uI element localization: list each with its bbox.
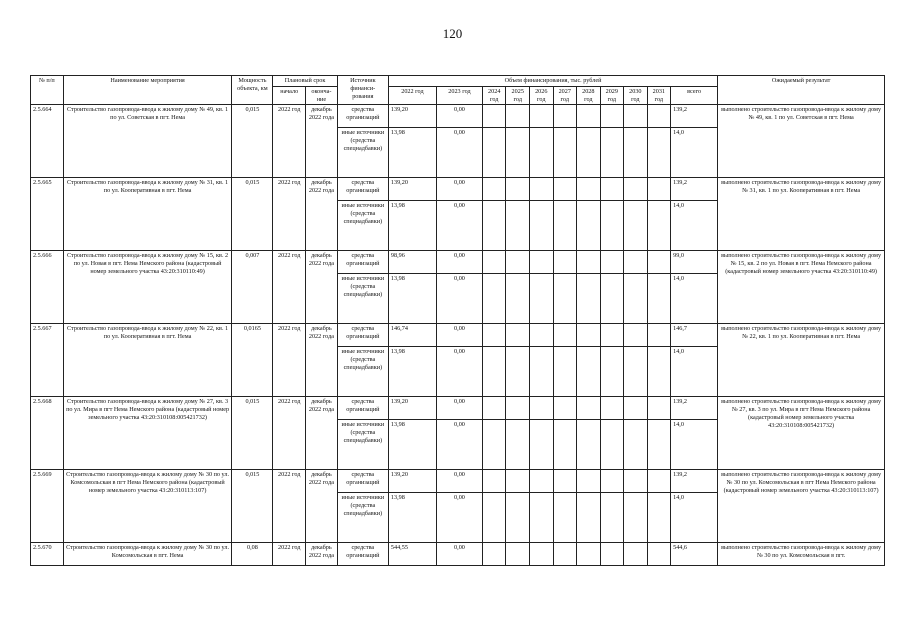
cell-power: 0,015 xyxy=(232,397,273,470)
cell-2028 xyxy=(577,201,601,251)
cell-num: 2.5.667 xyxy=(31,324,64,397)
header-year-2031: 2031 год xyxy=(647,86,671,105)
cell-2031 xyxy=(647,274,671,324)
cell-name: Строительство газопровода-ввода к жилому дому № 30 по ул. Комсомольская в пгт. Нема xyxy=(63,543,232,566)
header-name: Наименование мероприятия xyxy=(63,76,232,105)
cell-2027 xyxy=(553,178,577,201)
cell-2025 xyxy=(506,470,530,493)
cell-2025 xyxy=(506,420,530,470)
cell-2030 xyxy=(624,397,648,420)
cell-2029 xyxy=(600,178,624,201)
cell-source: средства организаций xyxy=(337,105,388,128)
cell-total: 139,2 xyxy=(671,178,718,201)
cell-2027 xyxy=(553,324,577,347)
cell-2028 xyxy=(577,470,601,493)
header-year-2026: 2026 год xyxy=(530,86,554,105)
cell-2029 xyxy=(600,251,624,274)
cell-name: Строительство газопровода-ввода к жилому дому № 31, кв. 1 по ул. Кооперативная в пгт. Нема xyxy=(63,178,232,251)
table-row xyxy=(31,251,885,274)
cell-2031 xyxy=(647,128,671,178)
cell-name: Строительство газопровода-ввода к жилому дому № 22, кв. 1 по ул. Кооперативная в пгт. Нема xyxy=(63,324,232,397)
header-num: № п/п xyxy=(31,76,64,105)
cell-2022: 13,98 xyxy=(388,201,436,251)
cell-2026 xyxy=(530,274,554,324)
cell-source: иные источники (средства спецнадбавки) xyxy=(337,274,388,324)
header-year-2030: 2030 год xyxy=(624,86,648,105)
cell-2024 xyxy=(482,178,506,201)
cell-start: 2022 год xyxy=(273,543,306,566)
cell-2028 xyxy=(577,543,601,566)
cell-2026 xyxy=(530,251,554,274)
header-funding: Объем финансирования, тыс. рублей xyxy=(388,76,717,87)
cell-start: 2022 год xyxy=(273,251,306,324)
cell-2026 xyxy=(530,128,554,178)
cell-start: 2022 год xyxy=(273,397,306,470)
cell-source: средства организаций xyxy=(337,178,388,201)
cell-start: 2022 год xyxy=(273,470,306,543)
cell-2031 xyxy=(647,470,671,493)
table-row xyxy=(31,543,885,566)
cell-2030 xyxy=(624,493,648,543)
cell-2022: 139,20 xyxy=(388,105,436,128)
header-power: Мощность объекта, км xyxy=(232,76,273,105)
cell-2023: 0,00 xyxy=(436,324,482,347)
cell-2024 xyxy=(482,543,506,566)
cell-total: 14,0 xyxy=(671,420,718,470)
cell-total: 139,2 xyxy=(671,105,718,128)
table-row xyxy=(31,178,885,201)
cell-2030 xyxy=(624,178,648,201)
cell-power: 0,015 xyxy=(232,470,273,543)
header-source: Источник финанси- рования xyxy=(337,76,388,105)
cell-total: 139,2 xyxy=(671,397,718,420)
cell-source: иные источники (средства спецнадбавки) xyxy=(337,128,388,178)
cell-2025 xyxy=(506,251,530,274)
table-row xyxy=(31,324,885,347)
cell-2030 xyxy=(624,128,648,178)
cell-2029 xyxy=(600,105,624,128)
cell-end: декабрь 2022 года xyxy=(306,251,338,324)
cell-2025 xyxy=(506,201,530,251)
cell-2023: 0,00 xyxy=(436,493,482,543)
header-year-2029: 2029 год xyxy=(600,86,624,105)
header-result: Ожидаемый результат xyxy=(718,76,885,105)
header-term: Плановый срок xyxy=(273,76,337,87)
cell-total: 14,0 xyxy=(671,493,718,543)
cell-total: 544,6 xyxy=(671,543,718,566)
cell-2027 xyxy=(553,543,577,566)
cell-power: 0,007 xyxy=(232,251,273,324)
cell-2027 xyxy=(553,128,577,178)
cell-2024 xyxy=(482,397,506,420)
cell-2023: 0,00 xyxy=(436,251,482,274)
cell-name: Строительство газопровода-ввода к жилому дому № 15, кв. 2 по ул. Новая в пгт. Нема Немского района (кадастровый номер земельного участка 43:20:310110:49) xyxy=(63,251,232,324)
cell-num: 2.5.665 xyxy=(31,178,64,251)
cell-2028 xyxy=(577,397,601,420)
cell-2027 xyxy=(553,347,577,397)
cell-2028 xyxy=(577,493,601,543)
cell-2030 xyxy=(624,274,648,324)
cell-2022: 13,98 xyxy=(388,128,436,178)
cell-start: 2022 год xyxy=(273,105,306,178)
cell-total: 14,0 xyxy=(671,201,718,251)
cell-2022: 139,20 xyxy=(388,397,436,420)
funding-table xyxy=(30,75,885,566)
cell-source: иные источники (средства спецнадбавки) xyxy=(337,347,388,397)
cell-power: 0,08 xyxy=(232,543,273,566)
cell-2029 xyxy=(600,420,624,470)
cell-2025 xyxy=(506,324,530,347)
cell-2026 xyxy=(530,397,554,420)
cell-2028 xyxy=(577,347,601,397)
cell-2030 xyxy=(624,251,648,274)
cell-2023: 0,00 xyxy=(436,178,482,201)
cell-2023: 0,00 xyxy=(436,347,482,397)
cell-2027 xyxy=(553,274,577,324)
cell-end: декабрь 2022 года xyxy=(306,178,338,251)
cell-2023: 0,00 xyxy=(436,420,482,470)
cell-2026 xyxy=(530,470,554,493)
cell-2026 xyxy=(530,105,554,128)
cell-total: 146,7 xyxy=(671,324,718,347)
cell-2023: 0,00 xyxy=(436,201,482,251)
cell-2023: 0,00 xyxy=(436,543,482,566)
cell-2031 xyxy=(647,420,671,470)
cell-2022: 13,98 xyxy=(388,493,436,543)
cell-2024 xyxy=(482,274,506,324)
cell-power: 0,015 xyxy=(232,178,273,251)
cell-2027 xyxy=(553,493,577,543)
cell-2031 xyxy=(647,397,671,420)
cell-start: 2022 год xyxy=(273,324,306,397)
table-row xyxy=(31,397,885,420)
cell-2029 xyxy=(600,543,624,566)
cell-2024 xyxy=(482,420,506,470)
cell-2029 xyxy=(600,347,624,397)
cell-2030 xyxy=(624,347,648,397)
cell-2024 xyxy=(482,347,506,397)
cell-2027 xyxy=(553,397,577,420)
cell-2024 xyxy=(482,128,506,178)
cell-num: 2.5.664 xyxy=(31,105,64,178)
cell-2029 xyxy=(600,324,624,347)
header-term-end: оконча- ние xyxy=(306,86,338,105)
cell-2030 xyxy=(624,324,648,347)
cell-2026 xyxy=(530,324,554,347)
cell-2022: 13,98 xyxy=(388,420,436,470)
header-year-2025: 2025 год xyxy=(506,86,530,105)
cell-num: 2.5.666 xyxy=(31,251,64,324)
cell-power: 0,015 xyxy=(232,105,273,178)
cell-2027 xyxy=(553,105,577,128)
cell-2028 xyxy=(577,178,601,201)
cell-2025 xyxy=(506,178,530,201)
header-term-start: начало xyxy=(273,86,306,105)
cell-2023: 0,00 xyxy=(436,470,482,493)
cell-2029 xyxy=(600,493,624,543)
cell-2025 xyxy=(506,105,530,128)
cell-2022: 544,55 xyxy=(388,543,436,566)
header-year-2023: 2023 год xyxy=(436,86,482,105)
cell-name: Строительство газопровода-ввода к жилому дому № 30 по ул. Комсомольская в пгт Нема Немского района (кадастровый номер земельного участка 43:20:310113:107) xyxy=(63,470,232,543)
cell-2023: 0,00 xyxy=(436,274,482,324)
cell-result: выполнено строительство газопровода-ввода к жилому дому № 49, кв. 1 по ул. Советская в пгт. Нема xyxy=(718,105,885,178)
cell-2022: 98,96 xyxy=(388,251,436,274)
cell-end: декабрь 2022 года xyxy=(306,324,338,397)
cell-2028 xyxy=(577,105,601,128)
cell-source: средства организаций xyxy=(337,470,388,493)
cell-2025 xyxy=(506,128,530,178)
cell-2028 xyxy=(577,251,601,274)
cell-end: декабрь 2022 года xyxy=(306,543,338,566)
cell-result: выполнено строительство газопровода-ввода к жилому дому № 30 по ул. Комсомольская в пгт Нема Немского района (кадастровый номер земельного участка 43:20:310113:107) xyxy=(718,470,885,543)
cell-2023: 0,00 xyxy=(436,105,482,128)
cell-2031 xyxy=(647,178,671,201)
header-year-2027: 2027 год xyxy=(553,86,577,105)
cell-2027 xyxy=(553,470,577,493)
cell-2031 xyxy=(647,324,671,347)
page-number: 120 xyxy=(442,26,463,41)
cell-2025 xyxy=(506,397,530,420)
cell-2031 xyxy=(647,493,671,543)
cell-total: 14,0 xyxy=(671,274,718,324)
cell-source: средства организаций xyxy=(337,251,388,274)
cell-2024 xyxy=(482,493,506,543)
cell-2022: 146,74 xyxy=(388,324,436,347)
cell-result: выполнено строительство газопровода-ввода к жилому дому № 30 по ул. Комсомольская в пгт. xyxy=(718,543,885,566)
cell-2024 xyxy=(482,470,506,493)
cell-2022: 13,98 xyxy=(388,274,436,324)
cell-2028 xyxy=(577,324,601,347)
cell-power: 0,0165 xyxy=(232,324,273,397)
cell-2027 xyxy=(553,420,577,470)
cell-2025 xyxy=(506,347,530,397)
cell-2031 xyxy=(647,105,671,128)
cell-2030 xyxy=(624,543,648,566)
cell-2022: 13,98 xyxy=(388,347,436,397)
cell-2026 xyxy=(530,420,554,470)
cell-2030 xyxy=(624,105,648,128)
cell-2029 xyxy=(600,397,624,420)
cell-2028 xyxy=(577,274,601,324)
cell-result: выполнено строительство газопровода-ввода к жилому дому № 31, кв. 1 по ул. Кооперативная в пгт. Нема xyxy=(718,178,885,251)
cell-2026 xyxy=(530,493,554,543)
cell-total: 139,2 xyxy=(671,470,718,493)
cell-result: выполнено строительство газопровода-ввода к жилому дому № 27, кв. 3 по ул. Мира в пгт Нема Немского района (кадастровый номер земельного участка 43:20:310108:005421732) xyxy=(718,397,885,470)
cell-total: 14,0 xyxy=(671,347,718,397)
cell-num: 2.5.669 xyxy=(31,470,64,543)
cell-2029 xyxy=(600,201,624,251)
cell-total: 99,0 xyxy=(671,251,718,274)
cell-2024 xyxy=(482,324,506,347)
cell-2029 xyxy=(600,128,624,178)
cell-2028 xyxy=(577,420,601,470)
header-total: всего xyxy=(671,86,718,105)
cell-source: средства организаций xyxy=(337,324,388,347)
cell-source: средства организаций xyxy=(337,397,388,420)
cell-2025 xyxy=(506,274,530,324)
cell-2023: 0,00 xyxy=(436,397,482,420)
cell-source: иные источники (средства спецнадбавки) xyxy=(337,493,388,543)
cell-2031 xyxy=(647,543,671,566)
table-row xyxy=(31,470,885,493)
header-year-2022: 2022 год xyxy=(388,86,436,105)
cell-2024 xyxy=(482,251,506,274)
table-row xyxy=(31,105,885,128)
cell-2031 xyxy=(647,201,671,251)
cell-2022: 139,20 xyxy=(388,470,436,493)
cell-2024 xyxy=(482,105,506,128)
cell-end: декабрь 2022 года xyxy=(306,105,338,178)
cell-2029 xyxy=(600,470,624,493)
cell-num: 2.5.668 xyxy=(31,397,64,470)
cell-2026 xyxy=(530,201,554,251)
cell-end: декабрь 2022 года xyxy=(306,470,338,543)
cell-num: 2.5.670 xyxy=(31,543,64,566)
cell-2030 xyxy=(624,420,648,470)
cell-2023: 0,00 xyxy=(436,128,482,178)
cell-2030 xyxy=(624,470,648,493)
cell-2027 xyxy=(553,201,577,251)
header-year-2024: 2024 год xyxy=(482,86,506,105)
cell-2024 xyxy=(482,201,506,251)
cell-2025 xyxy=(506,543,530,566)
table-body xyxy=(31,105,885,566)
cell-result: выполнено строительство газопровода-ввода к жилому дому № 15, кв. 2 по ул. Новая в пгт. Нема Немского района (кадастровый номер земельного участка 43:20:310110:49) xyxy=(718,251,885,324)
cell-name: Строительство газопровода-ввода к жилому дому № 27, кв. 3 по ул. Мира в пгт Нема Немского района (кадастровый номер земельного участка 43:20:310108:005421732) xyxy=(63,397,232,470)
cell-end: декабрь 2022 года xyxy=(306,397,338,470)
cell-2028 xyxy=(577,128,601,178)
cell-source: иные источники (средства спецнадбавки) xyxy=(337,420,388,470)
cell-result: выполнено строительство газопровода-ввода к жилому дому № 22, кв. 1 по ул. Кооперативная в пгт. Нема xyxy=(718,324,885,397)
cell-name: Строительство газопровода-ввода к жилому дому № 49, кв. 1 по ул. Советская в пгт. Нема xyxy=(63,105,232,178)
header-year-2028: 2028 год xyxy=(577,86,601,105)
cell-2030 xyxy=(624,201,648,251)
cell-start: 2022 год xyxy=(273,178,306,251)
cell-2025 xyxy=(506,493,530,543)
cell-2026 xyxy=(530,178,554,201)
cell-2026 xyxy=(530,543,554,566)
cell-2031 xyxy=(647,251,671,274)
cell-2029 xyxy=(600,274,624,324)
cell-source: средства организаций xyxy=(337,543,388,566)
cell-2031 xyxy=(647,347,671,397)
cell-source: иные источники (средства спецнадбавки) xyxy=(337,201,388,251)
cell-2022: 139,20 xyxy=(388,178,436,201)
cell-2026 xyxy=(530,347,554,397)
cell-2027 xyxy=(553,251,577,274)
cell-total: 14,0 xyxy=(671,128,718,178)
